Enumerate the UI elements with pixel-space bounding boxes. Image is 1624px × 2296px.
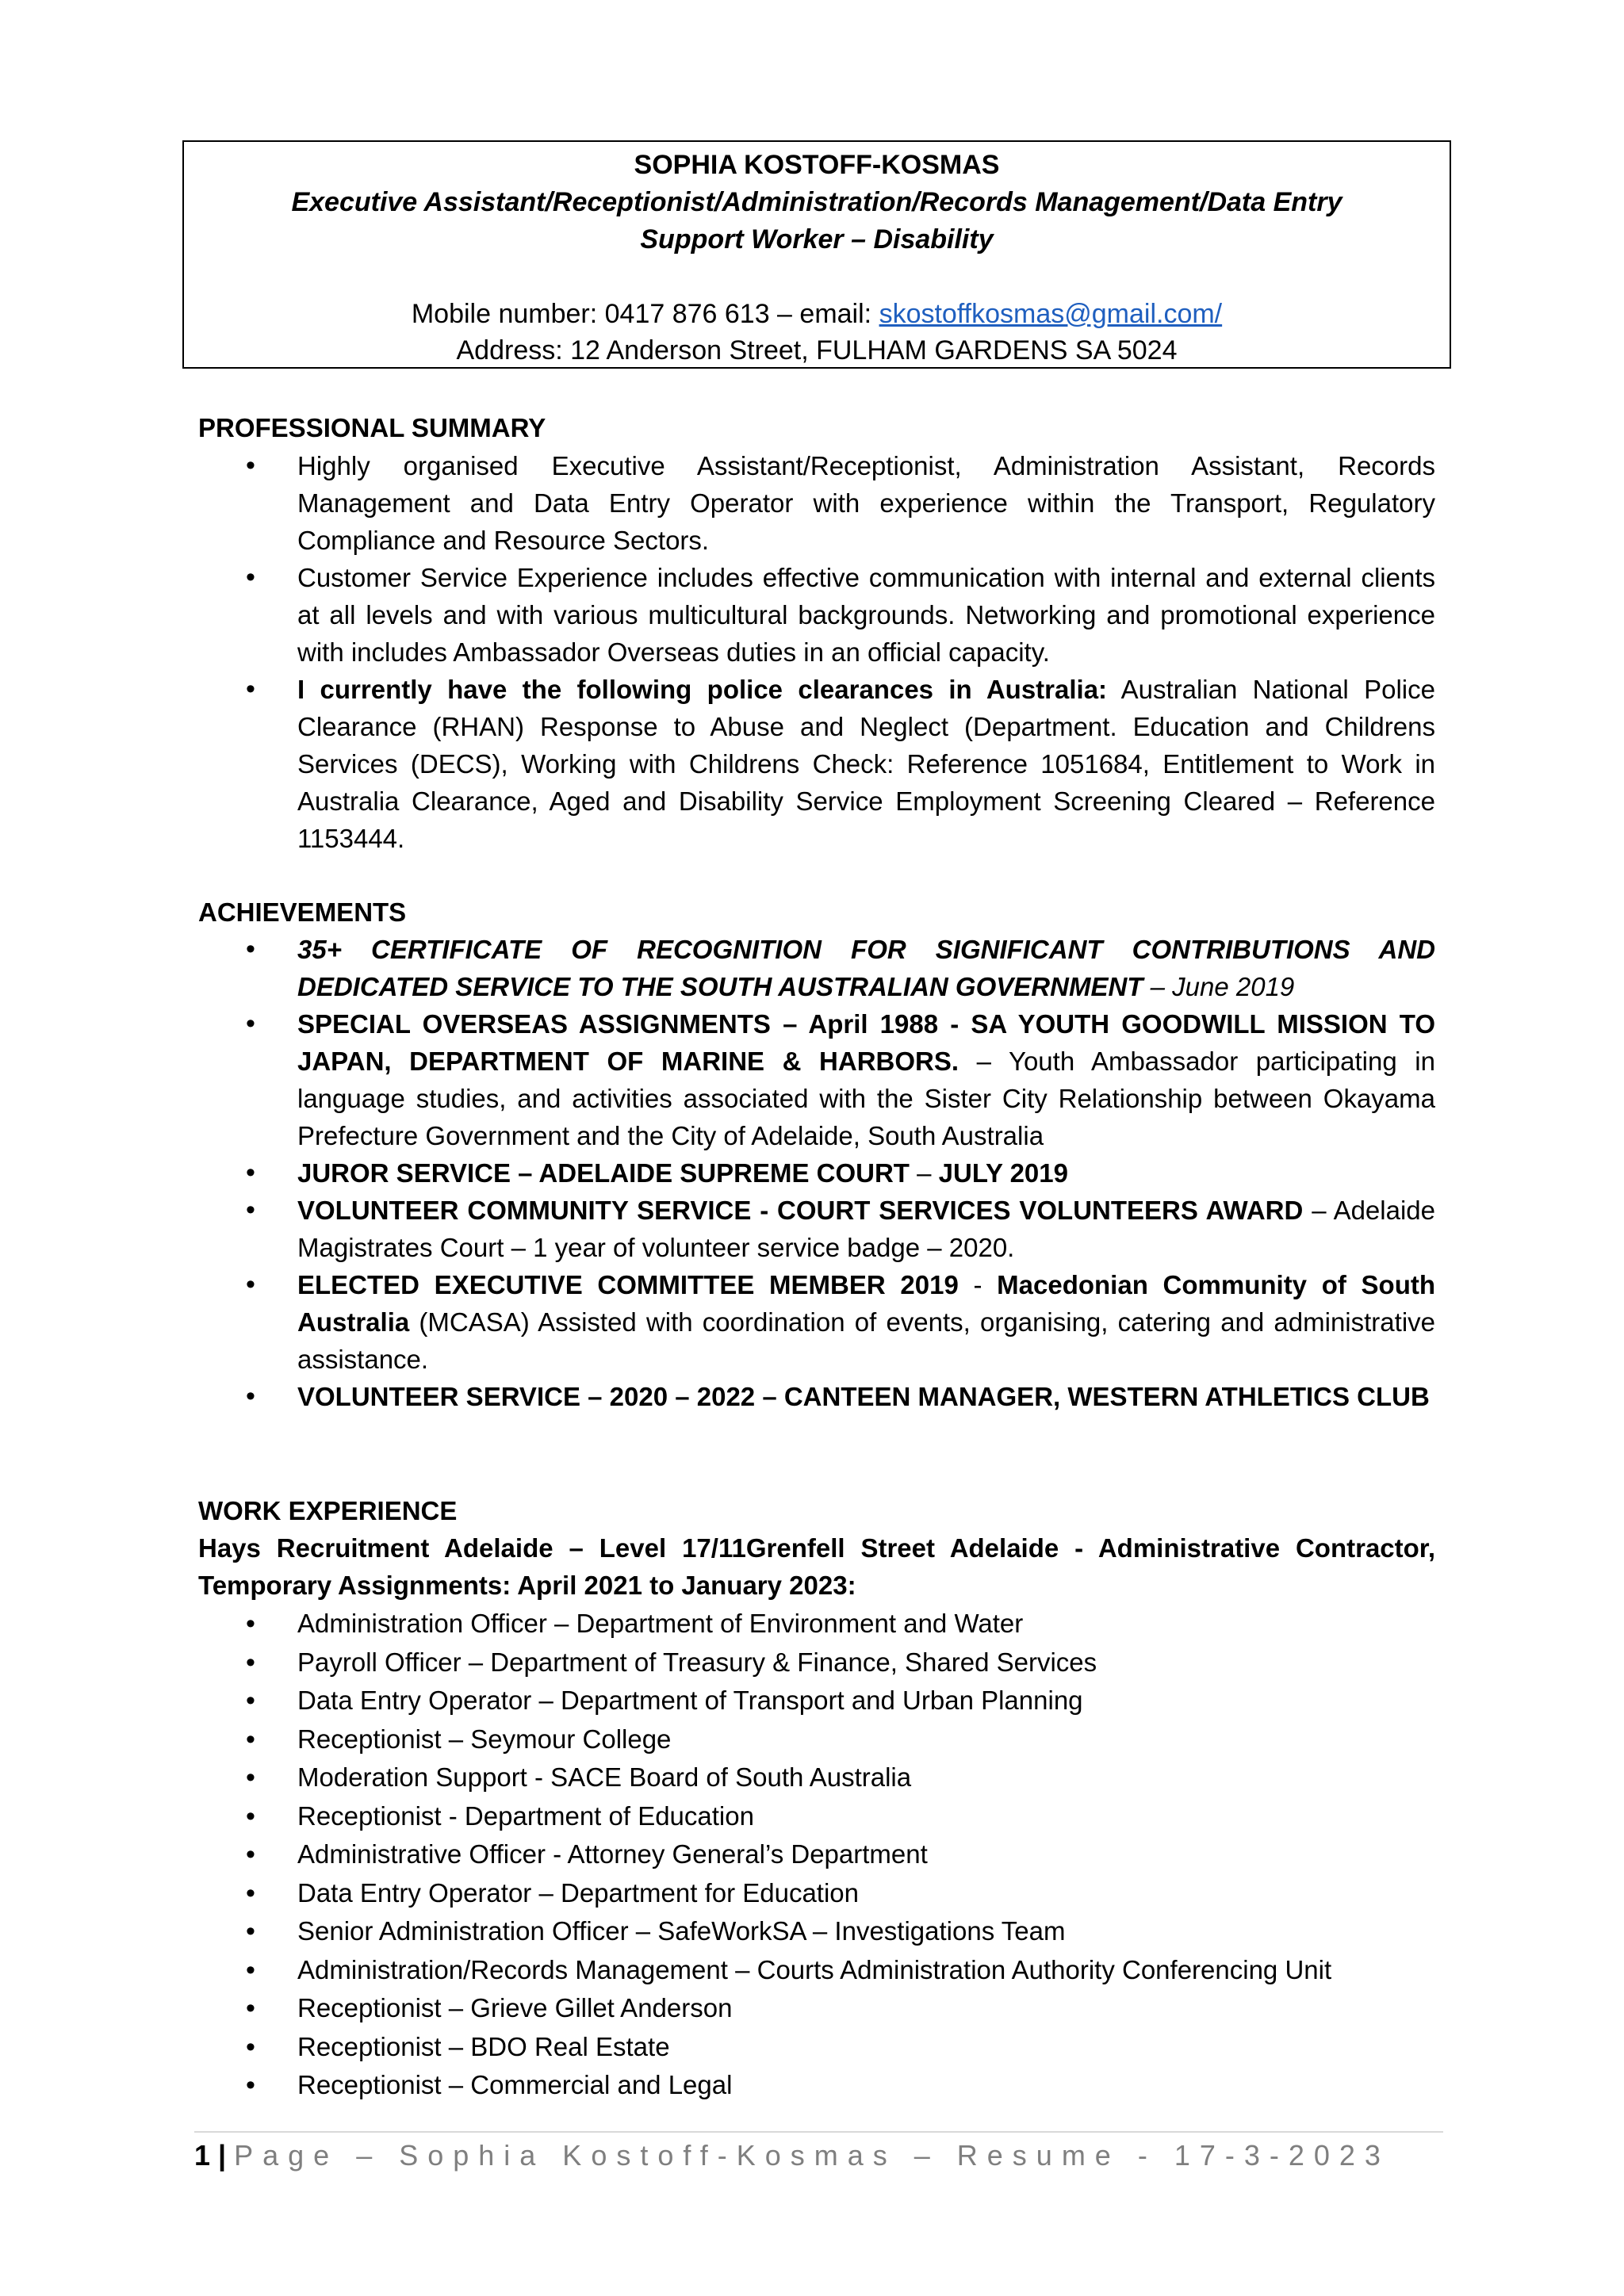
achievement-item-3 <box>246 1154 1435 1192</box>
achievement-item-6 <box>246 1378 1435 1415</box>
header-box <box>182 140 1451 369</box>
achievement-3-sep: – <box>909 1158 939 1188</box>
page-footer <box>194 2136 1390 2175</box>
achievement-item-1 <box>246 931 1435 1005</box>
job-titles: Executive Assistant/Receptionist/Administration/Records Management/Data Entry <box>291 187 1342 217</box>
role-item: • Data Entry Operator – Department for Education <box>246 1874 1435 1913</box>
achievement-4-text: – Adelaide Magistrates Court – 1 year of volunteer service badge – 2020. <box>297 1196 1436 1262</box>
achievement-item-4 <box>246 1192 1435 1266</box>
summary-heading: PROFESSIONAL SUMMARY <box>198 413 546 442</box>
achievement-6-title: VOLUNTEER SERVICE – 2020 – 2022 – CANTEEN MANAGER, WESTERN ATHLETICS CLUB <box>297 1382 1430 1411</box>
clearances-label: I currently have the following police clearances in Australia: <box>297 675 1108 704</box>
achievement-5-org: Macedonian Community of South Australia <box>297 1270 1435 1337</box>
roles-list <box>246 1605 1435 2105</box>
role-item: • Receptionist – BDO Real Estate <box>246 2028 1435 2067</box>
achievements-heading: ACHIEVEMENTS <box>198 897 407 927</box>
footer-divider <box>194 2131 1443 2133</box>
work-heading: WORK EXPERIENCE <box>198 1496 458 1525</box>
role-item: • Receptionist – Grieve Gillet Anderson <box>246 1989 1435 2028</box>
email-link[interactable]: skostoffkosmas@gmail.com/ <box>879 299 1223 329</box>
summary-item-1: • Highly organised Executive Assistant/Receptionist, Administration Assistant, Records Management and Data Entry Operator with experience within the Transport, Regulatory Compliance and Resource Sectors. <box>246 447 1435 559</box>
achievements-list <box>246 931 1435 1415</box>
candidate-name: SOPHIA KOSTOFF-KOSMAS <box>634 150 1000 180</box>
role-item: • Administration Officer – Department of Environment and Water <box>246 1605 1435 1644</box>
footer-separator: | <box>210 2139 235 2172</box>
achievement-5-sep: - <box>958 1270 998 1299</box>
mobile-number: Mobile number: 0417 876 613 – email: <box>411 299 879 329</box>
achievement-2-text: – Youth Ambassador participating in language studies, and activities associated with the Sister City Relationship between Okayama Prefecture Government and the City of Adelaide, South Australia <box>297 1047 1435 1150</box>
role-item: • Receptionist – Seymour College <box>246 1720 1435 1759</box>
achievement-3-title: JUROR SERVICE – ADELAIDE SUPREME COURT <box>297 1158 910 1188</box>
address: Address: 12 Anderson Street, FULHAM GARDENS SA 5024 <box>456 335 1178 365</box>
role-item: • Administrative Officer - Attorney General’s Department <box>246 1835 1435 1874</box>
page-number: 1 <box>194 2139 211 2172</box>
summary-list <box>246 447 1435 857</box>
role-item: • Administration/Records Management – Courts Administration Authority Conferencing Unit <box>246 1951 1435 1990</box>
achievement-item-5 <box>246 1266 1435 1378</box>
contact-line <box>184 296 1450 332</box>
summary-item-clearances <box>246 671 1435 857</box>
role-item: • Receptionist – Commercial and Legal <box>246 2066 1435 2105</box>
role-item: • Moderation Support - SACE Board of South Australia <box>246 1758 1435 1797</box>
role-item: • Senior Administration Officer – SafeWorkSA – Investigations Team <box>246 1912 1435 1951</box>
footer-text: Page – Sophia Kostoff-Kosmas – Resume - 17-3-2023 <box>234 2139 1390 2172</box>
achievement-5-text: (MCASA) Assisted with coordination of events, organising, catering and administrative assistance. <box>297 1307 1435 1374</box>
achievement-1-date: – June 2019 <box>1143 972 1295 1001</box>
achievement-2-title: SPECIAL OVERSEAS ASSIGNMENTS – April 1988 - SA YOUTH GOODWILL MISSION TO JAPAN, DEPARTMENT OF MARINE & HARBORS. <box>297 1009 1435 1076</box>
achievement-4-title: VOLUNTEER COMMUNITY SERVICE - COURT SERVICES VOLUNTEERS AWARD <box>297 1196 1304 1225</box>
achievement-3-date: JULY 2019 <box>938 1158 1068 1188</box>
clearances-text: Australian National Police Clearance (RHAN) Response to Abuse and Neglect (Department. Education and Childrens Services (DECS), Working with Childrens Check: Reference 1051684, Entitlement to Work in Australia Clearance, Aged and Disability Service Employment Screening Cleared – Reference 1153444. <box>297 675 1435 853</box>
achievement-item-2 <box>246 1005 1435 1154</box>
role-item: • Payroll Officer – Department of Treasury & Finance, Shared Services <box>246 1644 1435 1682</box>
role-item: • Receptionist - Department of Education <box>246 1797 1435 1836</box>
achievement-1-title: 35+ CERTIFICATE OF RECOGNITION FOR SIGNIFICANT CONTRIBUTIONS AND DEDICATED SERVICE TO THE SOUTH AUSTRALIAN GOVERNMENT <box>297 935 1435 1001</box>
summary-item-2: • Customer Service Experience includes effective communication with internal and external clients at all levels and with various multicultural backgrounds. Networking and promotional experience with includes Ambassador Overseas duties in an official capacity. <box>246 559 1435 671</box>
role-item: • Data Entry Operator – Department of Transport and Urban Planning <box>246 1682 1435 1720</box>
job-title-secondary: Support Worker – Disability <box>640 224 994 254</box>
achievement-5-title: ELECTED EXECUTIVE COMMITTEE MEMBER 2019 <box>297 1270 959 1299</box>
employer-line: Hays Recruitment Adelaide – Level 17/11Grenfell Street Adelaide - Administrative Contractor, Temporary Assignments: April 2021 to January 2023: <box>198 1533 1435 1600</box>
